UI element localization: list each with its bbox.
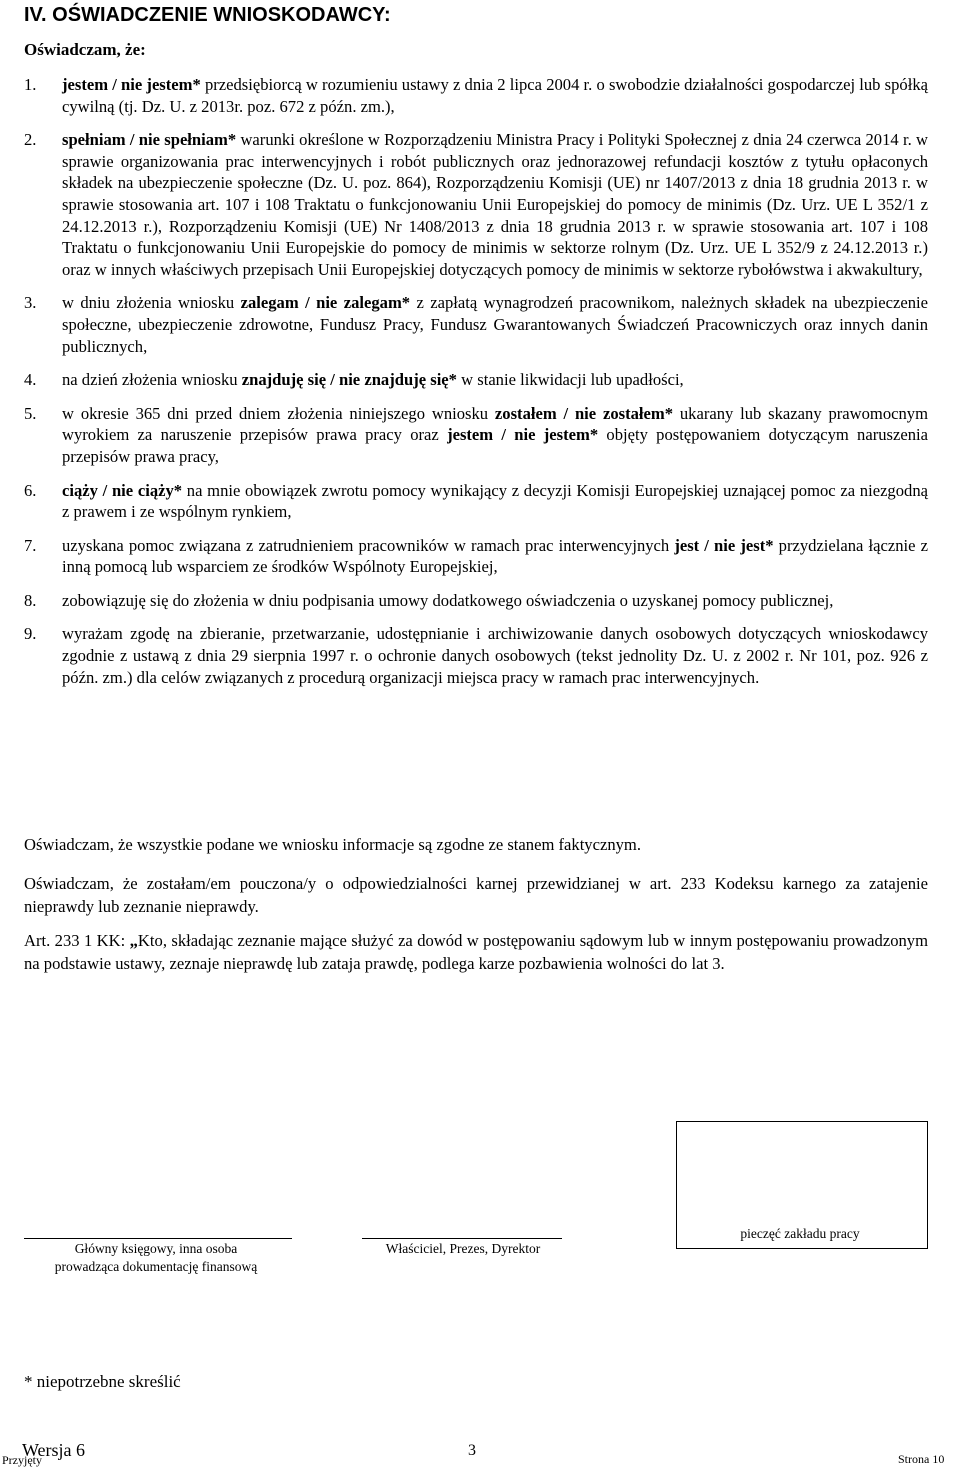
list-item [24, 590, 928, 612]
statement-facts: Oświadczam, że wszystkie podane we wniosku informacje są zgodne ze stanem faktycznym. [24, 835, 641, 854]
statement-liability: Oświadczam, że zostałam/em pouczona/y o odpowiedzialności karnej przewidzianej w art. 233 Kodeksu karnego za zatajenie nieprawdy lub zeznanie nieprawdy. [24, 874, 928, 916]
item-option: zalegam / nie zalegam* [240, 293, 411, 313]
list-item [24, 74, 928, 117]
quote-mark: „ [129, 931, 138, 950]
item-number: 2. [24, 130, 37, 150]
item-number: 6. [24, 480, 37, 500]
item-number: 8. [24, 590, 37, 610]
declaration-list [24, 74, 928, 700]
footer-accepted: Przyjęty [2, 1453, 42, 1467]
item-text: warunki określone w Rozporządzeniu Ministra Pracy i Polityki Społecznej z dnia 24 czerwca 2014 r. w sprawie organizowania prac interwencyjnych i robót publicznych oraz jednorazowej refundacji kosztów z tytułu opłaconych składek na ubezpieczenie społeczne (Dz. U. poz. 864), Rozporządzeniu Komisji (UE) nr 1407/2013 z dnia 18 grudnia 2013 r. w sprawie stosowania art. 107 i 108 Traktatu o funkcjonowaniu Unii Europejskiej do pomocy de minimis (Dz. Urz. UE L 352/1 z 24.12.2013 r.), Rozporządzeniu Komisji (UE) Nr 1408/2013 z dnia 18 grudnia 2013 r. w sprawie stosowania art. 107 i 108 Traktatu o funkcjonowaniu Unii Europejskie do pomocy de minimis w sektorze rolnym (Dz. Urz. UE L 352/9 z 24.12.2013 r.) oraz w innych właściwych przepisach Unii Europejskiej dotyczących pomocy de minimis w sektorze rybołówstwa i akwakultury, [62, 130, 928, 279]
intro-text: Oświadczam, że: [24, 40, 146, 59]
item-text: na dzień złożenia wniosku [62, 370, 242, 390]
item-text: na mnie obowiązek zwrotu pomocy wynikający z decyzji Komisji Europejskiej uznającej pomoc za niezgodną z prawem i ze wspólnym rynkiem, [62, 480, 928, 522]
article-prefix: Art. 233 1 KK: [24, 931, 130, 950]
item-number: 4. [24, 370, 37, 390]
list-item [24, 292, 928, 357]
accountant-label-line2: prowadząca dokumentację finansową [54, 1259, 258, 1274]
accountant-label-line1: Główny księgowy, inna osoba [74, 1241, 238, 1256]
item-text: przydzielana łącznie z inną pomocą lub wsparciem ze środków Wspólnoty Europejskiej, [62, 535, 928, 577]
item-text: w okresie 365 dni przed dniem złożenia niniejszego wniosku [62, 403, 495, 423]
item-text: zobowiązuję się do złożenia w dniu podpisania umowy dodatkowego oświadczenia o uzyskanej pomocy publicznej, [62, 590, 834, 610]
footer-page-label: Strona 10 [898, 1452, 945, 1466]
footer-version: Wersja 6 [22, 1440, 86, 1460]
list-item [24, 480, 928, 523]
item-number: 5. [24, 403, 37, 423]
item-option: jestem / nie jestem* [62, 75, 201, 94]
item-text: ukarany lub skazany prawomocnym wyrokiem za naruszenie przepisów prawa pracy oraz [62, 403, 928, 445]
item-option: jestem / nie jestem* [447, 425, 599, 445]
item-option: jest / nie jest* [674, 535, 774, 555]
item-option: spełniam / nie spełniam* [62, 130, 237, 150]
item-text: z zapłatą wynagrodzeń pracownikom, należnych składek na ubezpieczenie społeczne, ubezpieczenie zdrowotne, Fundusz Pracy, Fundusz Gwarantowanych Świadczeń Pracowniczych oraz innych danin publicznych, [62, 293, 928, 356]
item-text: wyrażam zgodę na zbieranie, przetwarzanie, udostępnianie i archiwizowanie danych osobowych dotyczących wnioskodawcy zgodnie z ustawą z dnia 29 sierpnia 1997 r. o ochronie danych osobowych (tekst jednolity Dz. U. z 2002 r. Nr 101, poz. 926 z późn. zm.) dla celów związanych z procedurą organizacji miejsca pracy w ramach prac interwencyjnych. [62, 624, 928, 687]
list-item [24, 129, 928, 280]
section-heading: IV. OŚWIADCZENIE WNIOSKODAWCY: [24, 4, 391, 26]
list-item [24, 535, 928, 578]
item-option: ciąży / nie ciąży* [62, 480, 183, 500]
list-item [24, 403, 928, 468]
list-item [24, 369, 928, 391]
list-item [24, 623, 928, 688]
item-option: znajduję się / nie znajduję się* [241, 370, 457, 390]
owner-signature-label: Właściciel, Prezes, Dyrektor [385, 1241, 541, 1256]
item-number: 1. [24, 75, 37, 94]
accountant-signature-line [24, 1238, 292, 1239]
item-number: 9. [24, 624, 37, 644]
item-text: przedsiębiorcą w rozumieniu ustawy z dnia 2 lipca 2004 r. o swobodzie działalności gospodarczej lub spółką cywilną (tj. Dz. U. z 2013r. poz. 672 z późn. zm.), [62, 75, 928, 116]
item-text: objęty postępowaniem dotyczącym naruszenia przepisów prawa pracy, [62, 425, 928, 466]
footer-page-number: 3 [468, 1442, 476, 1459]
item-text: uzyskana pomoc związana z zatrudnieniem pracowników w ramach prac interwencyjnych [62, 535, 675, 555]
item-text: w dniu złożenia wniosku [62, 293, 241, 313]
article-text: Kto, składając zeznanie mające służyć za dowód w postępowaniu sądowym lub w innym postępowaniu prowadzonym na podstawie ustawy, zeznaje nieprawdę lub zataja prawdę, podlega karze pozbawienia wolności do lat 3. [24, 931, 928, 973]
footnote: * niepotrzebne skreślić [24, 1372, 181, 1391]
item-number: 7. [24, 535, 37, 555]
article-233-quote [24, 929, 928, 975]
item-option: zostałem / nie zostałem* [494, 403, 674, 423]
item-number: 3. [24, 293, 37, 313]
stamp-label: pieczęć zakładu pracy [740, 1226, 860, 1241]
owner-signature-line [362, 1238, 562, 1239]
item-text: w stanie likwidacji lub upadłości, [456, 370, 684, 390]
accountant-signature-label [24, 1240, 288, 1276]
